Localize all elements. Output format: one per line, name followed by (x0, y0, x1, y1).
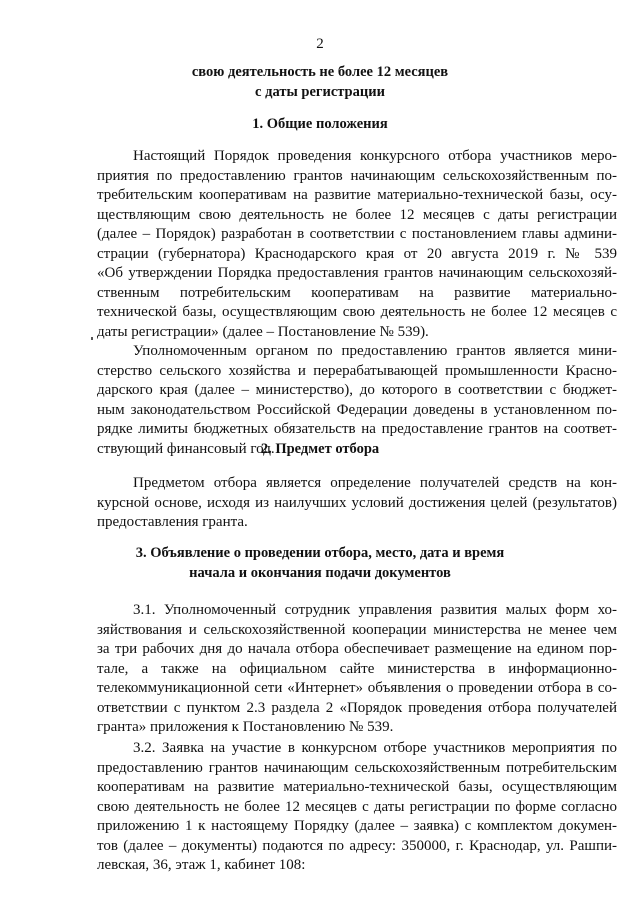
section-1-heading: 1. Общие положения (252, 116, 388, 132)
text-line: дарского края (далее – министерство), до которого в соответствии с бюджет- (97, 382, 617, 398)
text-line: ществляющим свою деятельность не более 12 месяцев с даты регистрации (97, 206, 617, 223)
text-line: Уполномоченным органом по предоставлению грантов является мини- (133, 343, 617, 359)
text-line: зяйствования и сельскохозяйственной кооперации министерства не менее чем (97, 621, 617, 638)
text-line: предоставлению грантов начинающим сельскохозяйственным потребительским (97, 759, 617, 776)
text-line: левская, 36, этаж 1, кабинет 108: (97, 857, 306, 873)
section-2-paragraph-1 (97, 474, 617, 533)
heading-line: 3. Объявление о проведении отбора, место, дата и время (135, 545, 505, 561)
text-line: ственным потребительским кооперативам на развитие материально- (97, 284, 617, 301)
text-line: приятия по предоставлению грантов начинающим сельскохозяйственным по- (97, 167, 617, 184)
text-line: страции (губернатора) Краснодарского края от 20 августа 2019 г. № 539 (97, 245, 617, 262)
heading-line: начала и окончания подачи документов (189, 565, 451, 581)
text-line: «Об утверждении Порядка предоставления грантов начинающим сельскохозяй- (97, 265, 617, 281)
text-line: ным законодательством Российской Федерации доведены в установленном по- (97, 401, 617, 418)
text-line: телекоммуникационной сети «Интернет» объявления о проведении отбора в со- (97, 680, 617, 696)
section-2-heading: 2. Предмет отбора (260, 441, 380, 457)
margin-mark (91, 337, 93, 340)
text-line: 3.2. Заявка на участие в конкурсном отборе участников мероприятия по (133, 740, 617, 756)
text-line: свою деятельность не более 12 месяцев с даты регистрации по форме согласно (97, 798, 617, 815)
section-3-heading (0, 543, 640, 583)
title-line: свою деятельность не более 12 месяцев (191, 64, 449, 80)
text-line: за три рабочих дня до начала отбора обеспечивает размещение на едином пор- (97, 641, 617, 657)
text-line: предоставления гранта. (97, 514, 248, 530)
text-line: Предметом отбора является определение получателей средств на кон- (133, 475, 617, 491)
title-line: с даты регистрации (255, 84, 385, 100)
text-line: ствующий финансовый год. (97, 440, 275, 457)
text-line: гранта» приложения к Постановлению № 539. (97, 719, 394, 735)
text-line: рядке лимиты бюджетных обязательств на предоставление грантов на соответ- (97, 421, 617, 437)
text-line: ответствии с пунктом 2.3 раздела 2 «Порядок проведения отбора получателей (97, 699, 617, 716)
page-number: 2 (316, 36, 324, 52)
text-line: тов (далее – документы) подаются по адресу: 350000, г. Краснодар, ул. Рашпи- (97, 837, 617, 854)
text-line: приложению 1 к настоящему Порядку (далее – заявка) с комплектом докумен- (97, 818, 617, 834)
section-1-paragraph-1 (97, 147, 617, 342)
text-line: технической базы, осуществляющим свою деятельность не более 12 месяцев с (97, 304, 617, 320)
text-line: стерство сельского хозяйства и перерабатывающей промышленности Красно- (97, 362, 617, 379)
text-line: требительским кооперативам на развитие материально-технической базы, осу- (97, 187, 617, 203)
text-line: тале, а также на официальном сайте министерства в информационно- (97, 660, 617, 677)
section-3-paragraph-2 (97, 739, 617, 876)
text-line: кооперативам на развитие материально-технической базы, осуществляющим (97, 779, 617, 795)
document-title-continuation (0, 62, 640, 102)
text-line: 3.1. Уполномоченный сотрудник управления развития малых форм хо- (133, 602, 617, 618)
text-line: курсной основе, исходя из наилучших условий достижения целей (результатов) (97, 494, 617, 511)
text-line: (далее – Порядок) разработан в соответствии с постановлением главы админи- (97, 226, 617, 242)
section-3-paragraph-1 (97, 601, 617, 738)
text-line: даты регистрации» (далее – Постановление № 539). (97, 323, 429, 340)
text-line: Настоящий Порядок проведения конкурсного отбора участников меро- (133, 148, 617, 164)
